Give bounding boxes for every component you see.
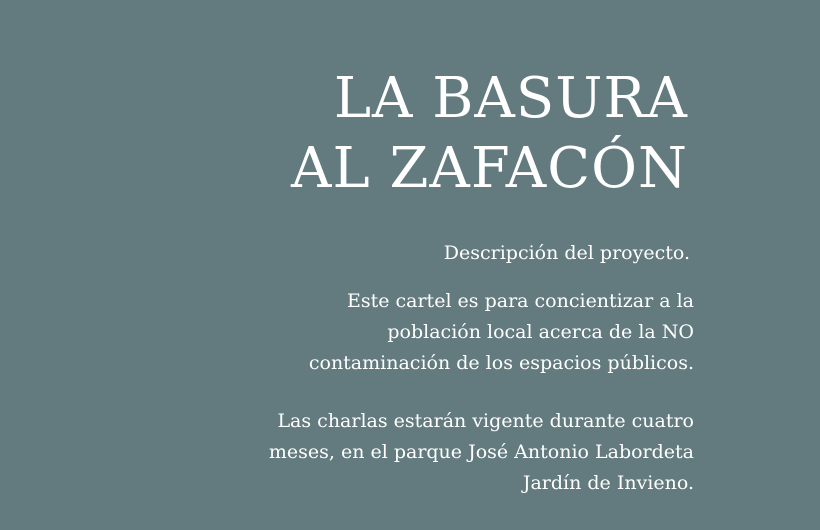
title-line-1: LA BASURA [333,66,688,131]
paragraph-2-line-1: Las charlas estarán vigente durante cuatro [277,410,694,432]
paragraph-1-line-3: contaminación de los espacios públicos. [308,352,694,374]
title-line-2: AL ZAFACÓN [291,136,688,201]
poster-title [291,64,688,204]
description-paragraph-2 [269,406,694,499]
paragraph-1-line-2: población local acerca de la NO [387,321,694,343]
paragraph-1-line-1: Este cartel es para concientizar a la [346,290,694,312]
project-description-heading: Descripción del proyecto. [443,242,690,264]
description-paragraph-1 [309,286,694,379]
paragraph-2-line-3: Jardín de Invieno. [522,472,694,494]
paragraph-2-line-2: meses, en el parque José Antonio Labordeta [268,441,694,463]
